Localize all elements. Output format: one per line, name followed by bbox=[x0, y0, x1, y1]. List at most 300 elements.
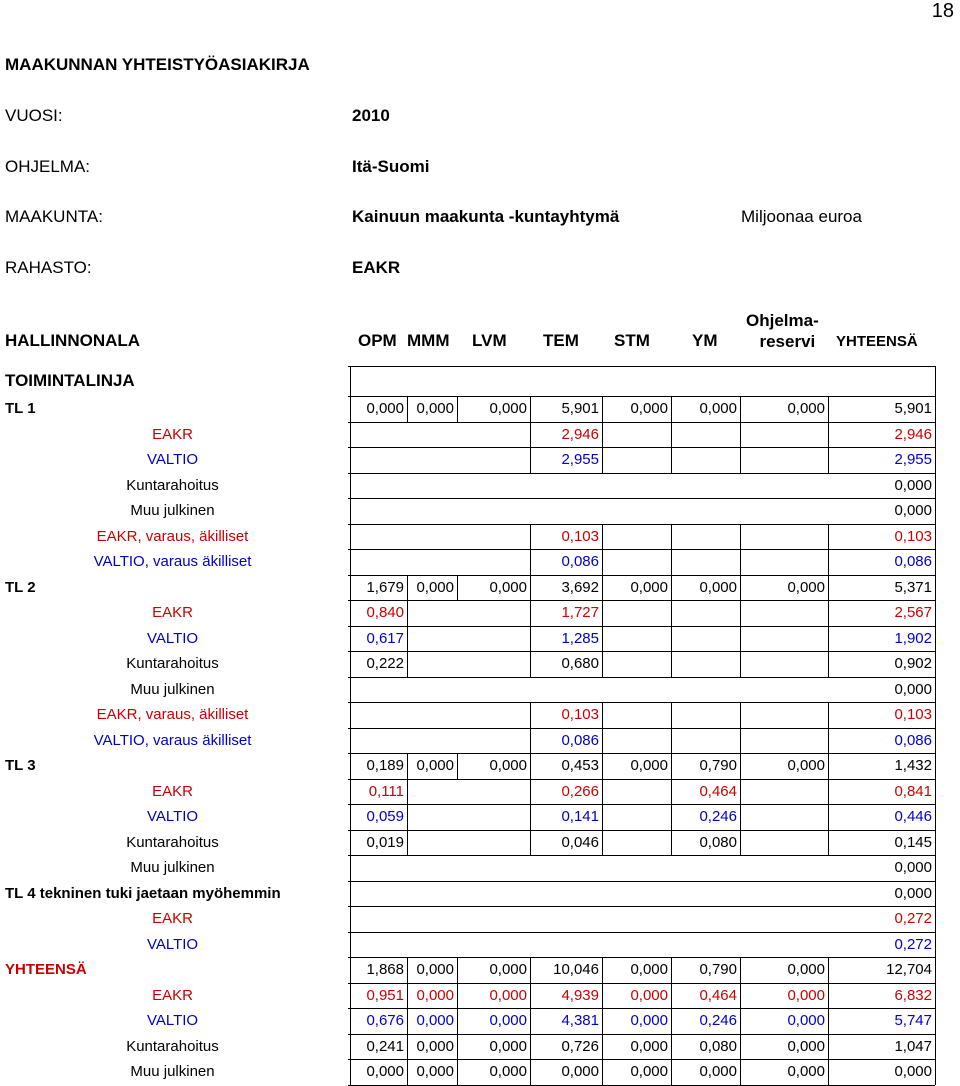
cell-border bbox=[407, 881, 408, 907]
table-cell: 0,111 bbox=[368, 782, 404, 800]
cell-border bbox=[740, 651, 741, 677]
table-cell: 0,000 bbox=[894, 680, 932, 698]
cell-border bbox=[671, 524, 672, 550]
table-cell: 0,000 bbox=[489, 986, 527, 1004]
cell-border bbox=[530, 881, 531, 907]
row-divider bbox=[348, 396, 935, 397]
table-cell: 0,000 bbox=[489, 1037, 527, 1055]
cell-border bbox=[457, 1059, 458, 1085]
table-cell: 0,080 bbox=[699, 833, 737, 851]
cell-border bbox=[530, 473, 531, 499]
cell-border bbox=[530, 575, 531, 601]
table-cell: 0,145 bbox=[894, 833, 932, 851]
table-cell: 0,000 bbox=[366, 1063, 404, 1080]
table-cell: 0,000 bbox=[699, 578, 737, 596]
cell-border bbox=[671, 753, 672, 779]
cell-border bbox=[828, 447, 829, 473]
table-cell bbox=[740, 498, 828, 524]
table-cell: 0,241 bbox=[366, 1037, 404, 1055]
table-cell: 0,902 bbox=[894, 655, 932, 672]
cell-border bbox=[671, 932, 672, 958]
row-label: TL 2 bbox=[5, 578, 36, 596]
row-label: VALTIO bbox=[146, 451, 199, 468]
table-cell: 0,000 bbox=[630, 578, 668, 596]
cell-border bbox=[530, 549, 531, 575]
cell-border bbox=[828, 830, 829, 856]
cell-border bbox=[457, 575, 458, 601]
table-cell: 0,000 bbox=[630, 400, 668, 417]
table-cell: 0,000 bbox=[489, 578, 527, 596]
table-cell: 0,000 bbox=[489, 757, 527, 774]
cell-border bbox=[350, 498, 351, 524]
cell-border bbox=[457, 549, 458, 575]
cell-border bbox=[602, 600, 603, 626]
cell-border bbox=[671, 396, 672, 422]
cell-border bbox=[350, 728, 351, 754]
cell-border bbox=[828, 396, 829, 422]
cell-border bbox=[671, 855, 672, 881]
table-row bbox=[0, 422, 935, 448]
table-cell bbox=[457, 600, 530, 626]
table-cell bbox=[457, 804, 530, 830]
cell-border bbox=[671, 575, 672, 601]
table-cell: 1,432 bbox=[894, 757, 932, 774]
cell-border bbox=[407, 626, 408, 652]
cell-border bbox=[407, 1034, 408, 1060]
cell-border bbox=[457, 830, 458, 856]
table-cell bbox=[602, 830, 671, 856]
cell-border bbox=[457, 422, 458, 448]
cell-border bbox=[530, 855, 531, 881]
fund-label: RAHASTO: bbox=[5, 258, 92, 277]
table-cell bbox=[457, 881, 530, 907]
table-cell bbox=[740, 677, 828, 703]
table-cell: 0,000 bbox=[630, 757, 668, 774]
table-cell bbox=[671, 447, 740, 473]
table-cell: 5,371 bbox=[894, 578, 932, 596]
row-label: VALTIO bbox=[146, 1012, 199, 1029]
cell-border bbox=[407, 600, 408, 626]
cell-border bbox=[828, 549, 829, 575]
table-cell: 0,000 bbox=[489, 400, 527, 417]
table-cell bbox=[355, 422, 407, 448]
table-cell: 0,246 bbox=[699, 808, 737, 825]
table-cell bbox=[602, 728, 671, 754]
cell-border bbox=[740, 957, 741, 983]
cell-border bbox=[602, 447, 603, 473]
cell-border bbox=[530, 1034, 531, 1060]
col-header-tem: TEM bbox=[543, 331, 579, 350]
table-cell bbox=[671, 651, 740, 677]
row-label: VALTIO, varaus äkilliset bbox=[93, 731, 252, 749]
table-cell bbox=[530, 932, 602, 958]
cell-border bbox=[407, 447, 408, 473]
table-cell bbox=[602, 804, 671, 830]
cell-border bbox=[602, 626, 603, 652]
table-cell bbox=[530, 498, 602, 524]
cell-border bbox=[602, 702, 603, 728]
table-cell: 0,000 bbox=[416, 1063, 454, 1080]
table-cell bbox=[457, 728, 530, 754]
cell-border bbox=[350, 677, 351, 703]
cell-border bbox=[828, 498, 829, 524]
cell-border bbox=[350, 906, 351, 932]
cell-border bbox=[602, 396, 603, 422]
row-label: VALTIO, varaus äkilliset bbox=[93, 553, 252, 570]
cell-border bbox=[602, 728, 603, 754]
cell-border bbox=[602, 677, 603, 703]
table-cell: 2,955 bbox=[894, 451, 932, 468]
table-cell bbox=[407, 677, 457, 703]
program-label: OHJELMA: bbox=[5, 157, 91, 176]
table-row bbox=[0, 830, 935, 856]
table-cell bbox=[671, 932, 740, 958]
row-label: TL 3 bbox=[5, 757, 36, 774]
table-cell: 12,704 bbox=[886, 961, 932, 978]
table-cell bbox=[407, 600, 457, 626]
table-cell bbox=[602, 906, 671, 932]
cell-border bbox=[602, 779, 603, 805]
cell-border bbox=[350, 422, 351, 448]
cell-border bbox=[671, 983, 672, 1009]
cell-border bbox=[407, 422, 408, 448]
cell-border bbox=[457, 626, 458, 652]
table-cell: 0,000 bbox=[787, 757, 825, 774]
document-title: MAAKUNNAN YHTEISTYÖASIAKIRJA bbox=[5, 55, 310, 74]
cell-border bbox=[350, 651, 351, 677]
table-cell bbox=[740, 422, 828, 448]
table-cell: 0,000 bbox=[894, 1063, 932, 1080]
table-cell bbox=[407, 702, 457, 728]
cell-border bbox=[457, 957, 458, 983]
page-number: 18 bbox=[931, 0, 954, 22]
cell-border bbox=[407, 804, 408, 830]
cell-border bbox=[530, 677, 531, 703]
table-cell: 0,103 bbox=[561, 706, 599, 723]
cell-border bbox=[740, 906, 741, 932]
table-row bbox=[0, 1034, 935, 1060]
cell-border bbox=[602, 855, 603, 881]
cell-border bbox=[740, 600, 741, 626]
cell-border bbox=[828, 677, 829, 703]
table-row bbox=[0, 702, 935, 728]
table-cell: 10,046 bbox=[553, 961, 599, 978]
col-header-stm: STM bbox=[614, 331, 650, 350]
table-cell bbox=[671, 600, 740, 626]
cell-border bbox=[671, 1008, 672, 1034]
table-cell bbox=[407, 473, 457, 499]
cell-border bbox=[350, 983, 351, 1009]
table-cell: 0,266 bbox=[561, 782, 599, 800]
row-label: EAKR, varaus, äkilliset bbox=[96, 527, 249, 545]
cell-border bbox=[350, 1034, 351, 1060]
table-cell bbox=[355, 677, 407, 703]
table-cell bbox=[740, 651, 828, 677]
table-cell bbox=[602, 473, 671, 499]
cell-border bbox=[407, 779, 408, 805]
table-cell bbox=[457, 498, 530, 524]
cell-border bbox=[350, 1008, 351, 1034]
cell-border bbox=[740, 855, 741, 881]
cell-border bbox=[671, 422, 672, 448]
cell-border bbox=[530, 702, 531, 728]
table-cell bbox=[740, 804, 828, 830]
cell-border bbox=[530, 1008, 531, 1034]
cell-border bbox=[350, 626, 351, 652]
cell-border bbox=[602, 1008, 603, 1034]
table-cell bbox=[407, 804, 457, 830]
table-cell bbox=[602, 498, 671, 524]
cell-border bbox=[828, 600, 829, 626]
table-row bbox=[0, 855, 935, 881]
table-cell bbox=[671, 881, 740, 907]
cell-border bbox=[671, 447, 672, 473]
cell-border bbox=[350, 804, 351, 830]
cell-border bbox=[530, 957, 531, 983]
table-cell bbox=[740, 600, 828, 626]
table-cell bbox=[740, 906, 828, 932]
cell-border bbox=[602, 957, 603, 983]
table-row bbox=[0, 753, 935, 779]
table-cell: 0,000 bbox=[787, 961, 825, 978]
table-cell bbox=[602, 881, 671, 907]
cell-border bbox=[671, 651, 672, 677]
table-cell bbox=[740, 524, 828, 550]
table-cell bbox=[355, 881, 407, 907]
cell-border bbox=[671, 549, 672, 575]
table-cell: 1,868 bbox=[366, 961, 404, 978]
cell-border bbox=[740, 881, 741, 907]
table-cell: 0,189 bbox=[366, 757, 404, 774]
table-cell bbox=[671, 422, 740, 448]
table-cell bbox=[740, 473, 828, 499]
cell-border bbox=[671, 906, 672, 932]
cell-border bbox=[740, 983, 741, 1009]
unit-note: Miljoonaa euroa bbox=[741, 207, 862, 226]
cell-border bbox=[671, 728, 672, 754]
cell-border bbox=[407, 906, 408, 932]
table-cell bbox=[740, 881, 828, 907]
cell-border bbox=[530, 1059, 531, 1085]
cell-border bbox=[602, 753, 603, 779]
cell-border bbox=[740, 728, 741, 754]
cell-border bbox=[350, 702, 351, 728]
cell-border bbox=[828, 983, 829, 1009]
row-label: Muu julkinen bbox=[130, 502, 215, 519]
cell-border bbox=[740, 830, 741, 856]
cell-border bbox=[828, 473, 829, 499]
cell-border bbox=[350, 779, 351, 805]
row-label: VALTIO bbox=[146, 935, 199, 953]
row-label: EAKR bbox=[152, 604, 193, 621]
cell-border bbox=[740, 396, 741, 422]
cell-border bbox=[740, 702, 741, 728]
cell-border bbox=[828, 804, 829, 830]
cell-border bbox=[671, 677, 672, 703]
table-right-border bbox=[935, 366, 936, 1085]
cell-border bbox=[530, 804, 531, 830]
cell-border bbox=[828, 753, 829, 779]
region-label: MAAKUNTA: bbox=[5, 207, 103, 226]
cell-border bbox=[407, 1059, 408, 1085]
cell-border bbox=[602, 473, 603, 499]
row-label: TL 4 tekninen tuki jaetaan myöhemmin bbox=[5, 884, 281, 902]
table-cell: 0,046 bbox=[561, 833, 599, 851]
table-cell: 0,790 bbox=[699, 961, 737, 978]
cell-border bbox=[740, 524, 741, 550]
table-cell bbox=[671, 855, 740, 881]
table-cell bbox=[457, 932, 530, 958]
table-row bbox=[0, 396, 935, 422]
table-cell: 0,680 bbox=[561, 655, 599, 672]
table-cell: 0,246 bbox=[699, 1012, 737, 1029]
table-cell: 0,103 bbox=[894, 706, 932, 723]
cell-border bbox=[530, 728, 531, 754]
cell-border bbox=[350, 855, 351, 881]
table-cell bbox=[671, 473, 740, 499]
table-row bbox=[0, 524, 935, 550]
row-label: EAKR bbox=[152, 986, 193, 1004]
table-row bbox=[0, 1008, 935, 1034]
table-cell: 0,086 bbox=[561, 731, 599, 749]
cell-border bbox=[740, 1059, 741, 1085]
cell-border bbox=[457, 447, 458, 473]
table-row bbox=[0, 1059, 935, 1085]
table-cell: 0,272 bbox=[894, 935, 932, 953]
row-label: EAKR bbox=[152, 782, 193, 800]
table-cell: 0,000 bbox=[787, 1037, 825, 1055]
table-cell bbox=[355, 524, 407, 550]
table-cell bbox=[740, 728, 828, 754]
table-cell bbox=[602, 677, 671, 703]
table-cell: 0,000 bbox=[894, 859, 932, 876]
table-cell: 0,000 bbox=[366, 400, 404, 417]
cell-border bbox=[828, 855, 829, 881]
table-cell: 0,000 bbox=[630, 1063, 668, 1080]
table-cell bbox=[671, 549, 740, 575]
table-cell: 0,059 bbox=[366, 808, 404, 825]
table-cell: 0,103 bbox=[561, 527, 599, 545]
table-cell bbox=[671, 702, 740, 728]
cell-border bbox=[350, 600, 351, 626]
cell-border bbox=[407, 753, 408, 779]
table-row bbox=[0, 957, 935, 983]
table-cell bbox=[602, 524, 671, 550]
table-cell: 0,000 bbox=[630, 1037, 668, 1055]
table-cell: 0,000 bbox=[894, 502, 932, 519]
table-top-border bbox=[348, 366, 935, 367]
cell-border bbox=[350, 753, 351, 779]
table-cell bbox=[740, 549, 828, 575]
table-cell bbox=[355, 447, 407, 473]
cell-border bbox=[602, 804, 603, 830]
table-cell bbox=[671, 728, 740, 754]
cell-border bbox=[530, 753, 531, 779]
table-cell bbox=[457, 906, 530, 932]
cell-border bbox=[740, 932, 741, 958]
table-cell bbox=[602, 626, 671, 652]
cell-border bbox=[530, 396, 531, 422]
table-cell bbox=[355, 549, 407, 575]
section-title: TOIMINTALINJA bbox=[5, 371, 135, 390]
table-row bbox=[0, 906, 935, 932]
table-cell bbox=[457, 626, 530, 652]
table-row bbox=[0, 498, 935, 524]
table-cell bbox=[457, 447, 530, 473]
cell-border bbox=[457, 498, 458, 524]
table-cell: 0,086 bbox=[894, 731, 932, 749]
cell-border bbox=[530, 600, 531, 626]
table-cell: 0,000 bbox=[630, 961, 668, 978]
table-cell bbox=[602, 651, 671, 677]
cell-border bbox=[828, 1008, 829, 1034]
table-cell bbox=[740, 779, 828, 805]
table-cell bbox=[671, 626, 740, 652]
row-label: Kuntarahoitus bbox=[126, 833, 219, 851]
table-row bbox=[0, 728, 935, 754]
cell-border bbox=[671, 626, 672, 652]
table-cell bbox=[457, 422, 530, 448]
table-cell bbox=[407, 932, 457, 958]
cell-border bbox=[671, 473, 672, 499]
cell-border bbox=[530, 906, 531, 932]
cell-border bbox=[530, 932, 531, 958]
table-cell: 0,141 bbox=[561, 808, 599, 825]
table-row bbox=[0, 549, 935, 575]
col-header-hallinnonala: HALLINNONALA bbox=[5, 331, 141, 350]
table-cell: 0,103 bbox=[894, 527, 932, 545]
table-cell bbox=[740, 626, 828, 652]
cell-border bbox=[457, 855, 458, 881]
table-cell bbox=[740, 447, 828, 473]
cell-border bbox=[457, 728, 458, 754]
table-cell bbox=[740, 702, 828, 728]
table-cell bbox=[602, 855, 671, 881]
cell-border bbox=[602, 906, 603, 932]
table-cell bbox=[602, 549, 671, 575]
cell-border bbox=[828, 1059, 829, 1085]
table-cell bbox=[355, 906, 407, 932]
cell-border bbox=[530, 422, 531, 448]
cell-border bbox=[407, 549, 408, 575]
table-cell bbox=[407, 549, 457, 575]
cell-border bbox=[407, 677, 408, 703]
table-cell bbox=[355, 728, 407, 754]
table-cell: 0,000 bbox=[787, 1063, 825, 1080]
cell-border bbox=[602, 1059, 603, 1085]
table-cell: 2,946 bbox=[894, 425, 932, 443]
table-cell bbox=[355, 855, 407, 881]
table-cell bbox=[407, 855, 457, 881]
cell-border bbox=[350, 957, 351, 983]
table-row bbox=[0, 626, 935, 652]
table-cell: 0,080 bbox=[699, 1037, 737, 1055]
table-cell bbox=[602, 932, 671, 958]
table-cell bbox=[530, 473, 602, 499]
row-label: Kuntarahoitus bbox=[126, 476, 219, 494]
table-cell: 0,000 bbox=[416, 578, 454, 596]
cell-border bbox=[350, 447, 351, 473]
table-cell: 0,000 bbox=[416, 400, 454, 417]
table-cell: 0,453 bbox=[561, 757, 599, 774]
table-cell bbox=[740, 932, 828, 958]
year-value: 2010 bbox=[352, 106, 390, 125]
table-cell: 0,000 bbox=[489, 1012, 527, 1029]
cell-border bbox=[740, 1008, 741, 1034]
table-cell bbox=[355, 702, 407, 728]
table-cell: 5,901 bbox=[894, 400, 932, 417]
cell-border bbox=[457, 396, 458, 422]
